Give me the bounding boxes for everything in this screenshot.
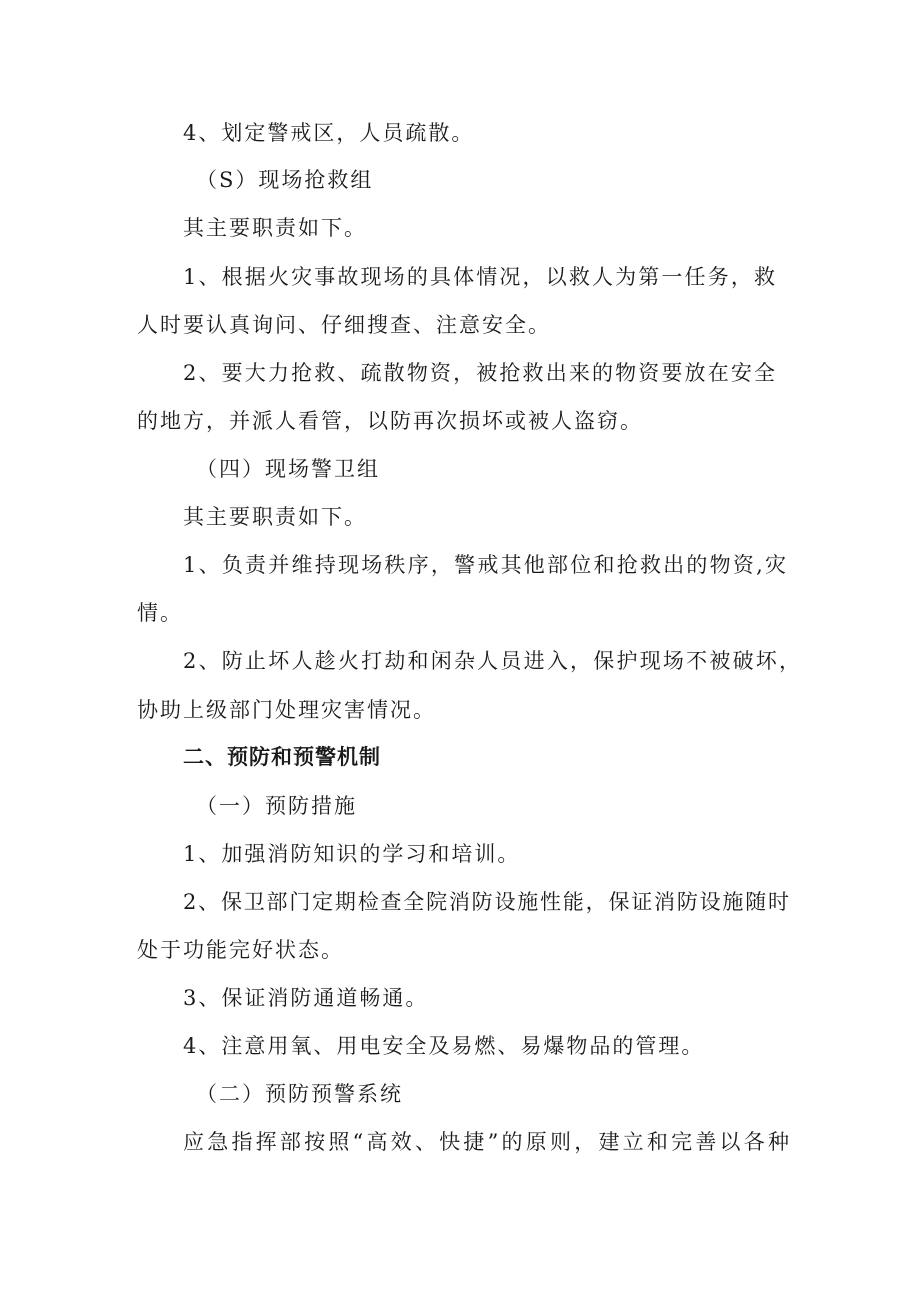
chapter-heading: 二、预防和预警机制 [183, 745, 381, 769]
paragraph-line: 的地方，并派人看管，以防再次损坏或被人盗窃。 [137, 409, 643, 433]
paragraph-line: 其主要职责如下。 [183, 505, 367, 529]
paragraph-line: 2、要大力抢救、疏散物资，被抢救出来的物资要放在安全 [183, 361, 775, 385]
paragraph-line: 情。 [137, 601, 183, 625]
paragraph-line: 3、保证消防通道畅通。 [183, 986, 429, 1010]
paragraph-line: 其主要职责如下。 [183, 216, 367, 240]
paragraph-line: 1、加强消防知识的学习和培训。 [183, 842, 521, 866]
paragraph-line: 处于功能完好状态。 [137, 938, 344, 962]
paragraph-line: 1、负责并维持现场秩序，警戒其他部位和抢救出的物资,灾 [183, 553, 786, 577]
paragraph-line: 应急指挥部按照“高效、快捷”的原则，建立和完善以各种 [183, 1130, 789, 1154]
paragraph-line: 协助上级部门处理灾害情况。 [137, 698, 436, 722]
section-heading: （二）预防预警系统 [196, 1082, 403, 1106]
paragraph-line: 2、防止坏人趁火打劫和闲杂人员进入，保护现场不被破坏， [183, 649, 800, 673]
section-heading: （一）预防措施 [196, 794, 357, 818]
paragraph-line: 1、根据火灾事故现场的具体情况，以救人为第一任务，救 [183, 265, 775, 289]
paragraph-line: 人时要认真询问、仔细搜查、注意安全。 [137, 313, 551, 337]
section-heading: （S）现场抢救组 [196, 168, 374, 192]
paragraph-line: 2、保卫部门定期检查全院消防设施性能，保证消防设施随时 [183, 890, 789, 914]
paragraph-line: 4、注意用氧、用电安全及易燃、易爆物品的管理。 [183, 1034, 705, 1058]
section-heading: （四）现场警卫组 [196, 457, 380, 481]
paragraph-line: 4、划定警戒区，人员疏散。 [183, 121, 475, 145]
